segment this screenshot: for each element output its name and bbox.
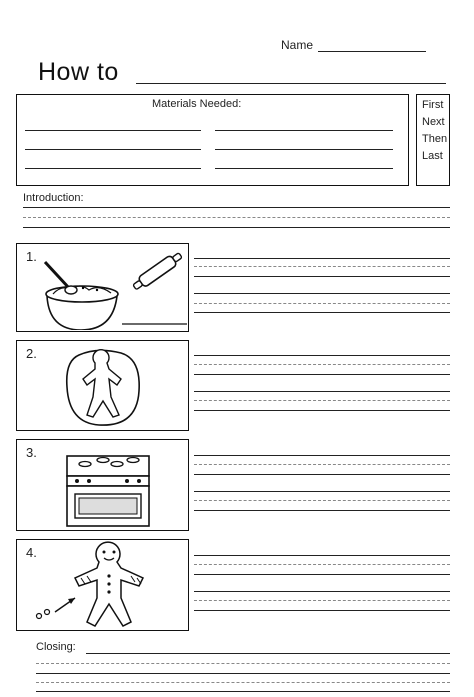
step-4-picture-box	[16, 539, 189, 631]
decorated-gingerbread-man-icon	[17, 540, 187, 629]
materials-line[interactable]	[215, 168, 393, 169]
step-2-writing-line[interactable]	[194, 374, 450, 375]
step-4-guide-line	[194, 600, 450, 601]
step-1-guide-line	[194, 266, 450, 267]
closing-line[interactable]	[86, 653, 450, 654]
title-line[interactable]	[136, 83, 446, 84]
step-4-number: 4.	[26, 545, 37, 560]
step-2-picture-box	[16, 340, 189, 431]
step-3-number: 3.	[26, 445, 37, 460]
step-1-writing-line[interactable]	[194, 258, 450, 259]
mixing-bowl-rolling-pin-icon	[17, 244, 187, 330]
step-4-writing-line[interactable]	[194, 555, 450, 556]
step-2-writing-line[interactable]	[194, 410, 450, 411]
step-3-guide-line	[194, 464, 450, 465]
materials-line[interactable]	[215, 149, 393, 150]
name-label: Name	[281, 38, 314, 52]
step-3-writing-line[interactable]	[194, 474, 450, 475]
materials-line[interactable]	[25, 168, 201, 169]
step-1-guide-line	[194, 303, 450, 304]
introduction-guide-line	[23, 217, 450, 218]
materials-line[interactable]	[25, 130, 201, 131]
step-3-writing-line[interactable]	[194, 491, 450, 492]
closing-guide-line	[36, 682, 450, 683]
step-3-picture-box	[16, 439, 189, 531]
step-2-guide-line	[194, 364, 450, 365]
step-4-writing-line[interactable]	[194, 574, 450, 575]
closing-guide-line	[36, 663, 450, 664]
sequence-word-first: First	[422, 99, 444, 111]
step-2-number: 2.	[26, 346, 37, 361]
sequence-word-last: Last	[422, 150, 443, 162]
step-3-writing-line[interactable]	[194, 510, 450, 511]
materials-line[interactable]	[215, 130, 393, 131]
closing-line[interactable]	[36, 691, 450, 692]
materials-line[interactable]	[25, 149, 201, 150]
step-1-writing-line[interactable]	[194, 312, 450, 313]
materials-box	[16, 94, 409, 186]
step-1-number: 1.	[26, 249, 37, 264]
step-4-writing-line[interactable]	[194, 610, 450, 611]
gingerbread-dough-cutout-icon	[17, 341, 187, 429]
sequence-word-next: Next	[422, 116, 445, 128]
closing-label: Closing:	[36, 641, 76, 653]
introduction-line[interactable]	[23, 227, 450, 228]
step-4-writing-line[interactable]	[194, 591, 450, 592]
oven-icon	[17, 440, 187, 529]
closing-line[interactable]	[36, 673, 450, 674]
step-4-guide-line	[194, 564, 450, 565]
step-2-writing-line[interactable]	[194, 391, 450, 392]
sequence-word-then: Then	[422, 133, 448, 145]
introduction-line[interactable]	[23, 207, 450, 208]
step-2-writing-line[interactable]	[194, 355, 450, 356]
step-3-writing-line[interactable]	[194, 455, 450, 456]
sequence-words-box	[416, 94, 450, 186]
step-1-writing-line[interactable]	[194, 293, 450, 294]
step-1-writing-line[interactable]	[194, 276, 450, 277]
introduction-label: Introduction:	[23, 192, 84, 204]
step-3-guide-line	[194, 500, 450, 501]
step-2-guide-line	[194, 400, 450, 401]
page-title: How to	[38, 58, 119, 86]
name-line[interactable]	[318, 51, 426, 52]
step-1-picture-box	[16, 243, 189, 332]
materials-label: Materials Needed:	[152, 98, 242, 110]
